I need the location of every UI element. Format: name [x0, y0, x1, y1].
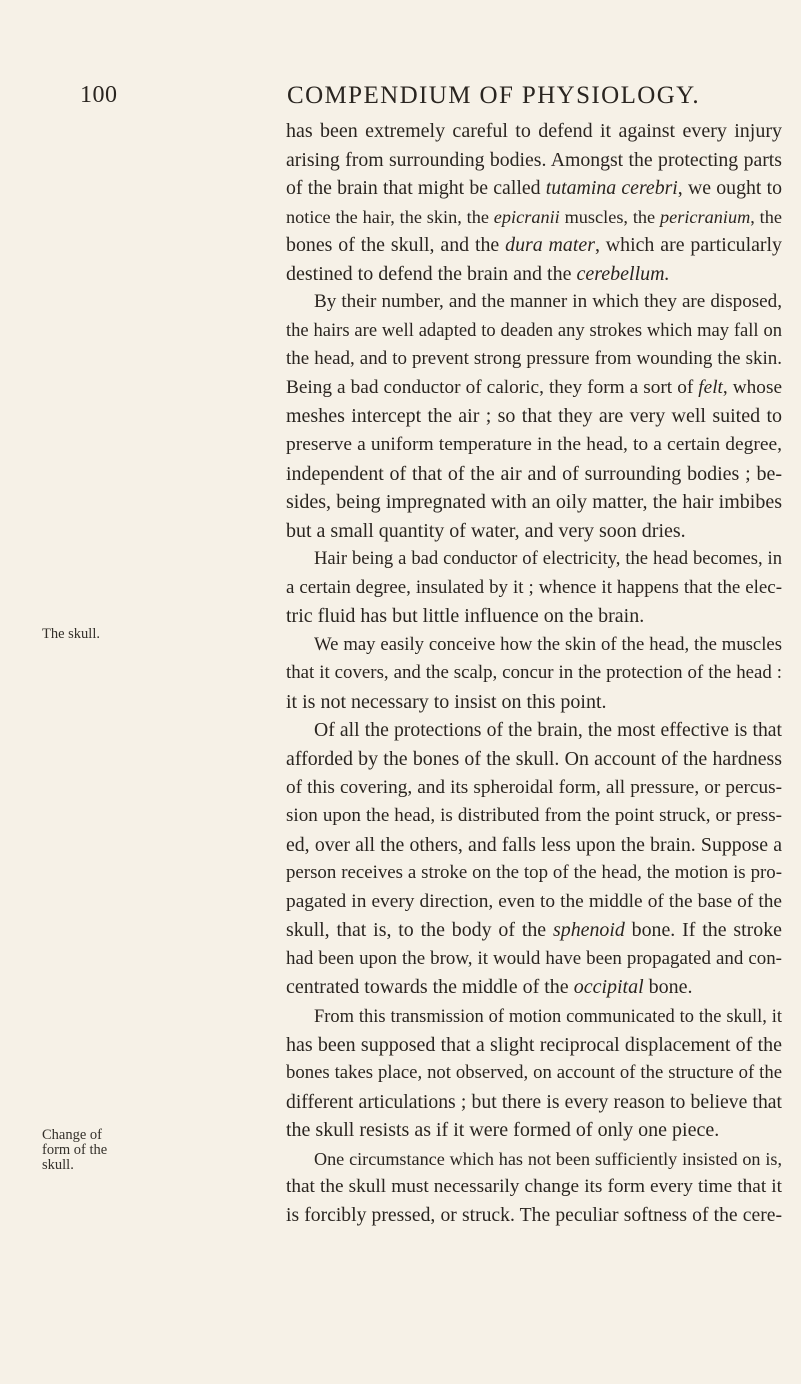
text-line — [286, 945, 782, 974]
italic-term: sphenoid — [553, 919, 625, 942]
text-run: sides, being impregnated with an oily matter, the hair imbibes — [286, 491, 782, 514]
text-run: the skull resists as if it were formed of only one piece. — [286, 1119, 720, 1142]
text-run: notice the hair, the skin, the — [286, 206, 494, 227]
text-line — [286, 916, 782, 945]
text-run: centrated towards the middle of the — [286, 976, 574, 999]
text-run: , the — [750, 206, 782, 227]
text-run: of this covering, and its spheroidal form, all pressure, or percus- — [286, 776, 782, 798]
margin-note-text: The skull. — [42, 626, 100, 642]
text-line — [286, 973, 782, 1002]
text-line — [286, 402, 782, 431]
text-line — [286, 231, 782, 260]
text-run: that the skull must necessarily change its form every time that it — [286, 1176, 782, 1198]
text-run: We may easily conceive how the skin of the head, the muscles — [314, 633, 782, 655]
text-line — [286, 174, 782, 203]
text-line — [286, 260, 782, 289]
text-run: afforded by the bones of the skull. On account of the hardness — [286, 748, 782, 771]
text-line — [286, 688, 782, 717]
text-line — [286, 488, 782, 517]
text-line — [286, 431, 782, 460]
margin-note-line: form of the — [42, 1142, 108, 1158]
text-run: , whose — [722, 376, 782, 398]
text-line — [286, 716, 782, 745]
text-run: different articulations ; but there is every reason to believe that — [286, 1090, 782, 1113]
text-line — [286, 888, 782, 917]
text-line — [286, 345, 782, 374]
italic-term: tutamina cerebri — [545, 177, 678, 200]
text-run: bone. — [643, 976, 693, 999]
text-line — [286, 1031, 782, 1060]
text-run: Being a bad conductor of caloric, they form a sort of — [286, 376, 699, 398]
text-run: is forcibly pressed, or struck. The peculiar softness of the cere- — [286, 1204, 782, 1226]
text-line — [286, 146, 782, 175]
text-line — [286, 203, 782, 232]
text-line — [286, 517, 782, 546]
text-run: the head, and to prevent strong pressure from wounding the skin. — [286, 348, 782, 370]
text-run: Of all the protections of the brain, the most effective is that — [314, 719, 782, 742]
text-line — [286, 659, 782, 688]
text-run: independent of that of the air and of surrounding bodies ; be- — [286, 462, 782, 485]
margin-note-change-of-form — [42, 1128, 107, 1173]
text-run: ed, over all the others, and falls less upon the brain. Suppose a — [286, 833, 782, 856]
text-line — [286, 374, 782, 403]
text-line — [286, 602, 782, 631]
text-line — [286, 574, 782, 603]
text-run: has been extremely careful to defend it against every injury — [286, 120, 782, 142]
text-line — [286, 117, 782, 146]
text-run: , we ought to — [677, 177, 782, 200]
text-line — [286, 1088, 782, 1117]
italic-term: dura mater — [505, 234, 595, 257]
running-title: COMPENDIUM OF PHYSIOLOGY. — [287, 82, 701, 109]
italic-term: epicranii — [493, 206, 560, 227]
text-line — [286, 774, 782, 803]
text-run: bones of the skull, and the — [286, 234, 506, 257]
text-run: it is not necessary to insist on this point. — [286, 690, 607, 713]
margin-note-line: Change of — [42, 1127, 102, 1143]
italic-term: felt — [698, 376, 723, 398]
italic-term: occipital — [573, 976, 644, 999]
text-run: but a small quantity of water, and very soon dries. — [286, 519, 686, 542]
text-line — [286, 1173, 782, 1202]
text-run: muscles, the — [559, 206, 660, 227]
text-line — [286, 1202, 782, 1231]
text-line — [286, 631, 782, 660]
text-run: person receives a stroke on the top of the head, the motion is pro- — [286, 862, 782, 884]
text-line — [286, 317, 782, 346]
text-run: preserve a uniform temperature in the head, to a certain degree, — [286, 434, 782, 456]
text-line — [286, 288, 782, 317]
text-line — [286, 1059, 782, 1088]
text-run: of the brain that might be called — [286, 177, 546, 200]
text-run: that it covers, and the scalp, concur in the protection of the head : — [286, 662, 782, 684]
italic-term: pericranium — [659, 206, 751, 227]
text-line — [286, 1002, 782, 1031]
margin-note-skull — [42, 627, 100, 642]
text-run: a certain degree, insulated by it ; whence it happens that the elec- — [286, 576, 782, 598]
text-line — [286, 460, 782, 489]
body-text — [286, 117, 782, 1230]
text-line — [286, 831, 782, 860]
text-line — [286, 802, 782, 831]
text-line — [286, 1145, 782, 1174]
page-number: 100 — [80, 82, 118, 108]
italic-term: cerebellum. — [576, 262, 670, 285]
text-run: meshes intercept the air ; so that they are very well suited to — [286, 405, 782, 428]
text-line — [286, 545, 782, 574]
text-line — [286, 859, 782, 888]
text-run: By their number, and the manner in which they are disposed, — [314, 291, 782, 313]
text-run: skull, that is, to the body of the — [286, 919, 554, 942]
text-run: arising from surrounding bodies. Amongst the protecting parts — [286, 148, 782, 171]
text-run: the hairs are well adapted to deaden any strokes which may fall on — [286, 319, 782, 341]
text-run: destined to defend the brain and the — [286, 262, 577, 285]
text-run: bone. If the stroke — [624, 919, 782, 942]
text-run: sion upon the head, is distributed from the point struck, or press- — [286, 805, 782, 827]
text-run: had been upon the brow, it would have been propagated and con- — [286, 947, 782, 969]
page-header — [80, 82, 780, 112]
text-run: , which are particularly — [594, 234, 782, 257]
text-run: From this transmission of motion communicated to the skull, it — [314, 1005, 782, 1026]
text-run: Hair being a bad conductor of electricity, the head becomes, in — [314, 548, 782, 570]
text-run: tric fluid has but little influence on the brain. — [286, 605, 645, 628]
text-line — [286, 1116, 782, 1145]
text-run: has been supposed that a slight reciprocal displacement of the — [286, 1033, 782, 1056]
text-run: bones takes place, not observed, on account of the structure of the — [286, 1062, 782, 1084]
text-run: pagated in every direction, even to the middle of the base of the — [286, 890, 782, 912]
margin-note-line: skull. — [42, 1157, 74, 1173]
text-run: One circumstance which has not been sufficiently insisted on is, — [314, 1148, 782, 1169]
text-line — [286, 745, 782, 774]
